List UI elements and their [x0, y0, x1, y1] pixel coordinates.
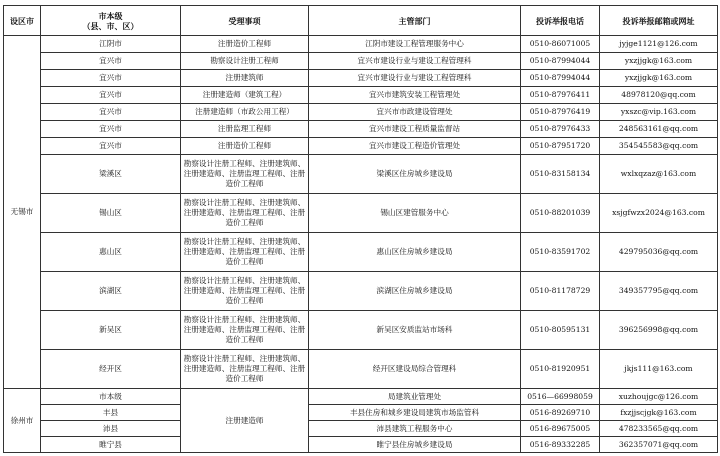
table-row [4, 87, 718, 104]
email-cell: jyjge1121@126.com [600, 36, 718, 53]
phone-cell: 0510-83158134 [521, 155, 600, 194]
level-cell: 沛县 [41, 421, 181, 437]
phone-cell: 0510-87976433 [521, 121, 600, 138]
email-cell: 48978120@qq.com [600, 87, 718, 104]
table-row [4, 311, 718, 350]
dept-cell: 惠山区住房城乡建设局 [309, 233, 521, 272]
level-cell: 新吴区 [41, 311, 181, 350]
level-cell: 宜兴市 [41, 104, 181, 121]
table-row [4, 70, 718, 87]
level-cell: 江阴市 [41, 36, 181, 53]
item-cell: 勘察设计注册工程师、注册建筑师、注册建造师、注册监理工程师、注册造价工程师 [181, 350, 309, 389]
level-cell: 市本级 [41, 389, 181, 405]
phone-cell: 0510-88201039 [521, 194, 600, 233]
table-row [4, 405, 718, 421]
phone-cell: 0510-87976411 [521, 87, 600, 104]
phone-cell: 0510-87994044 [521, 53, 600, 70]
email-cell: 478233565@qq.com [600, 421, 718, 437]
level-cell: 宜兴市 [41, 138, 181, 155]
item-cell: 勘察设计注册工程师、注册建筑师、注册建造师、注册监理工程师、注册造价工程师 [181, 194, 309, 233]
dept-cell: 宜兴市市政建设管理处 [309, 104, 521, 121]
item-cell-shared: 注册建造师 [181, 389, 309, 453]
phone-cell: 0510-87951720 [521, 138, 600, 155]
email-cell: 362357071@qq.com [600, 437, 718, 453]
phone-cell: 0510-81920951 [521, 350, 600, 389]
table-row [4, 104, 718, 121]
phone-cell: 0510-80595131 [521, 311, 600, 350]
level-cell: 滨湖区 [41, 272, 181, 311]
dept-cell: 沛县建筑工程服务中心 [309, 421, 521, 437]
phone-cell: 0510-87994044 [521, 70, 600, 87]
table-row [4, 389, 718, 405]
email-cell: jkjs111@163.com [600, 350, 718, 389]
item-cell: 注册造价工程师 [181, 138, 309, 155]
registry-table [3, 5, 718, 453]
item-cell: 注册造价工程师 [181, 36, 309, 53]
table-row [4, 121, 718, 138]
level-cell: 丰县 [41, 405, 181, 421]
dept-cell: 丰县住房和城乡建设局建筑市场监管科 [309, 405, 521, 421]
email-cell: wxlxqzaz@163.com [600, 155, 718, 194]
dept-cell: 滨湖区住房城乡建设局 [309, 272, 521, 311]
phone-cell: 0516-89269710 [521, 405, 600, 421]
table-row [4, 138, 718, 155]
level-cell: 宜兴市 [41, 87, 181, 104]
header-item: 受理事项 [181, 6, 309, 36]
city-cell-wuxi: 无锡市 [4, 36, 41, 389]
dept-cell: 新吴区安质监站市场科 [309, 311, 521, 350]
header-level: 市本级 （县、市、区） [41, 6, 181, 36]
dept-cell: 宜兴市建设行业与建设工程管理科 [309, 53, 521, 70]
item-cell: 勘察设计注册工程师、注册建筑师、注册建造师、注册监理工程师、注册造价工程师 [181, 155, 309, 194]
phone-cell: 0510-83591702 [521, 233, 600, 272]
level-cell: 经开区 [41, 350, 181, 389]
dept-cell: 经开区建设局综合管理科 [309, 350, 521, 389]
dept-cell: 宜兴市建筑安装工程管理处 [309, 87, 521, 104]
dept-cell: 睢宁县住房城乡建设局 [309, 437, 521, 453]
table-row [4, 350, 718, 389]
item-cell: 注册建造师（市政公用工程） [181, 104, 309, 121]
level-cell: 梁溪区 [41, 155, 181, 194]
email-cell: 248563161@qq.com [600, 121, 718, 138]
phone-cell: 0516-89675005 [521, 421, 600, 437]
level-cell: 宜兴市 [41, 70, 181, 87]
dept-cell: 江阴市建设工程管理服务中心 [309, 36, 521, 53]
header-email: 投诉举报邮箱或网址 [600, 6, 718, 36]
table-row [4, 53, 718, 70]
phone-cell: 0510-87976419 [521, 104, 600, 121]
header-city: 设区市 [4, 6, 41, 36]
city-cell-xuzhou: 徐州市 [4, 389, 41, 453]
email-cell: 429795036@qq.com [600, 233, 718, 272]
header-phone: 投诉举报电话 [521, 6, 600, 36]
phone-cell: 0516-89332285 [521, 437, 600, 453]
table-row [4, 233, 718, 272]
level-cell: 惠山区 [41, 233, 181, 272]
level-cell: 锡山区 [41, 194, 181, 233]
header-dept: 主管部门 [309, 6, 521, 36]
table-row [4, 36, 718, 53]
level-cell: 宜兴市 [41, 121, 181, 138]
item-cell: 注册监理工程师 [181, 121, 309, 138]
dept-cell: 锡山区建管服务中心 [309, 194, 521, 233]
dept-cell: 宜兴市建设行业与建设工程管理科 [309, 70, 521, 87]
email-cell: 354545583@qq.com [600, 138, 718, 155]
table-row [4, 272, 718, 311]
level-cell: 宜兴市 [41, 53, 181, 70]
item-cell: 勘察设计注册工程师 [181, 53, 309, 70]
email-cell: xsjgfwzx2024@163.com [600, 194, 718, 233]
email-cell: xuzhoujgc@126.com [600, 389, 718, 405]
dept-cell: 宜兴市建设工程造价管理处 [309, 138, 521, 155]
email-cell: yxzjjgk@163.com [600, 70, 718, 87]
dept-cell: 梁溪区住房城乡建设局 [309, 155, 521, 194]
table-row [4, 155, 718, 194]
email-cell: 396256998@qq.com [600, 311, 718, 350]
item-cell: 勘察设计注册工程师、注册建筑师、注册建造师、注册监理工程师、注册造价工程师 [181, 272, 309, 311]
phone-cell: 0516—66998059 [521, 389, 600, 405]
level-cell: 睢宁县 [41, 437, 181, 453]
item-cell: 勘察设计注册工程师、注册建筑师、注册建造师、注册监理工程师、注册造价工程师 [181, 311, 309, 350]
table-row [4, 437, 718, 453]
phone-cell: 0510-81178729 [521, 272, 600, 311]
email-cell: fxzjjscjgk@163.com [600, 405, 718, 421]
item-cell: 注册建筑师 [181, 70, 309, 87]
item-cell: 注册建造师（建筑工程） [181, 87, 309, 104]
header-row [4, 6, 718, 36]
table-row [4, 194, 718, 233]
email-cell: yxzjjgk@163.com [600, 53, 718, 70]
item-cell: 勘察设计注册工程师、注册建筑师、注册建造师、注册监理工程师、注册造价工程师 [181, 233, 309, 272]
email-cell: 349357795@qq.com [600, 272, 718, 311]
email-cell: yxszc@vip.163.com [600, 104, 718, 121]
table-row [4, 421, 718, 437]
dept-cell: 宜兴市建设工程质量监督站 [309, 121, 521, 138]
phone-cell: 0510-86071005 [521, 36, 600, 53]
dept-cell: 局建筑业管理处 [309, 389, 521, 405]
